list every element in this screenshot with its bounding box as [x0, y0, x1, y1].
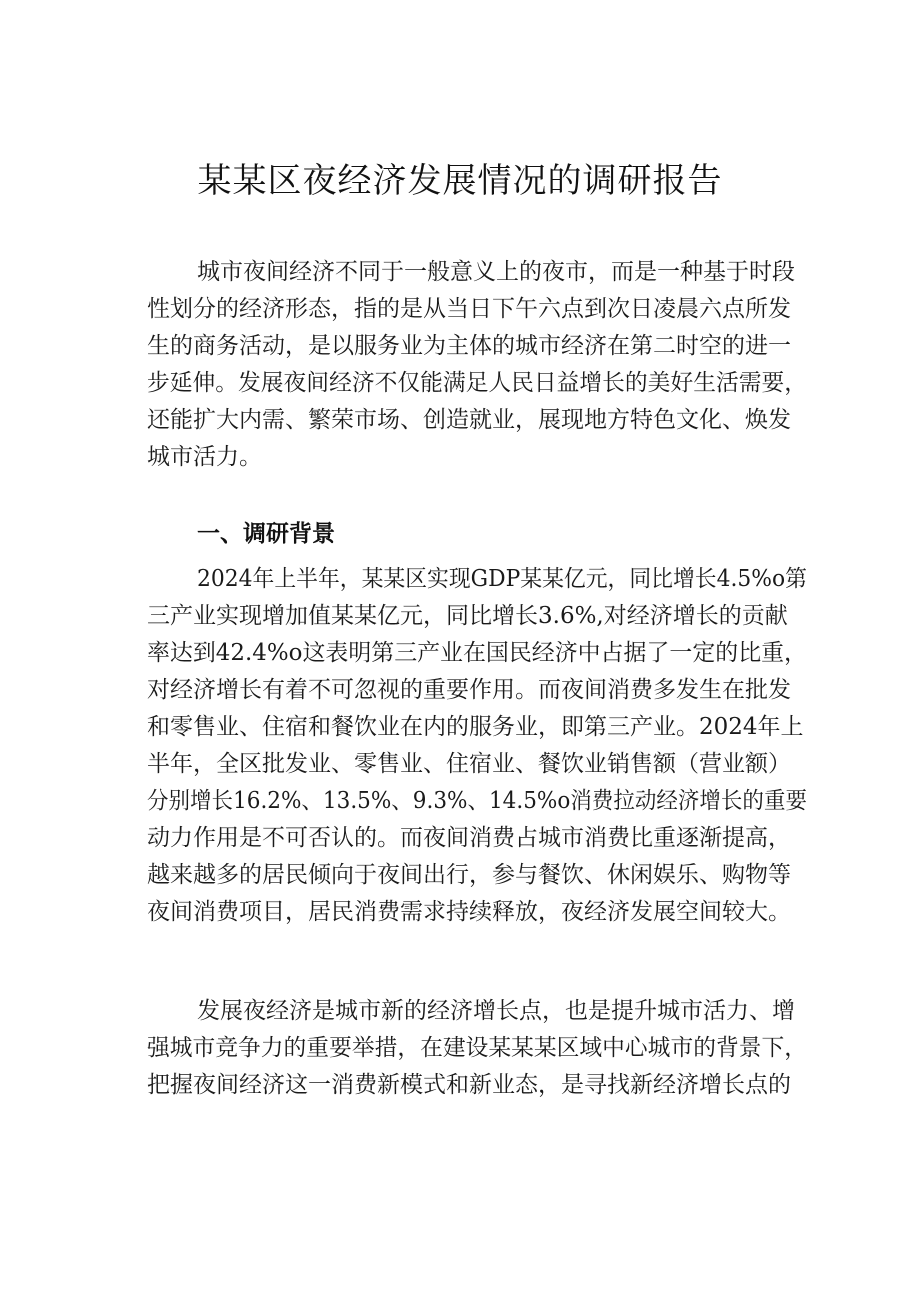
- paragraph-line: 步延伸。发展夜间经济不仅能满足人民日益增长的美好生活需要，: [147, 370, 807, 396]
- paragraph-line: 半年，全区批发业、零售业、住宿业、餐饮业销售额（营业额）: [147, 751, 791, 777]
- paragraph-line: 三产业实现增加值某某亿元，同比增长3.6%,对经济增长的贡献: [147, 603, 788, 629]
- paragraph-line: 还能扩大内需、繁荣市场、创造就业，展现地方特色文化、焕发: [147, 407, 791, 433]
- paragraph-line: 率达到42.4%o这表明第三产业在国民经济中占据了一定的比重，: [147, 640, 808, 666]
- paragraph-line: 强城市竞争力的重要举措，在建设某某某区域中心城市的背景下，: [147, 1035, 807, 1061]
- paragraph-line: 2024年上半年，某某区实现GDP某某亿元，同比增长4.5%o第: [197, 566, 807, 592]
- intro-paragraph: [147, 254, 807, 476]
- paragraph-line: 城市夜间经济不同于一般意义上的夜市，而是一种基于时段: [197, 259, 795, 285]
- paragraph-line: 生的商务活动，是以服务业为主体的城市经济在第二时空的进一: [147, 333, 791, 359]
- paragraph-line: 夜间消费项目，居民消费需求持续释放，夜经济发展空间较大。: [147, 899, 791, 925]
- paragraph-line: 越来越多的居民倾向于夜间出行，参与餐饮、休闲娱乐、购物等: [147, 862, 791, 888]
- paragraph-line: 城市活力。: [147, 444, 262, 470]
- background-paragraph: [147, 561, 807, 931]
- document-title: 某某区夜经济发展情况的调研报告: [197, 161, 723, 201]
- paragraph-line: 性划分的经济形态，指的是从当日下午六点到次日凌晨六点所发: [147, 296, 791, 322]
- paragraph-line: 动力作用是不可否认的。而夜间消费占城市消费比重逐渐提高，: [147, 825, 791, 851]
- section-heading: 一、调研背景: [197, 521, 335, 547]
- significance-paragraph: [147, 993, 807, 1104]
- paragraph-line: 和零售业、住宿和餐饮业在内的服务业，即第三产业。2024年上: [147, 714, 804, 740]
- paragraph-line: 对经济增长有着不可忽视的重要作用。而夜间消费多发生在批发: [147, 677, 791, 703]
- paragraph-line: 把握夜间经济这一消费新模式和新业态，是寻找新经济增长点的: [147, 1072, 791, 1098]
- paragraph-line: 分别增长16.2%、13.5%、9.3%、14.5%o消费拉动经济增长的重要: [147, 788, 807, 814]
- paragraph-line: 发展夜经济是城市新的经济增长点，也是提升城市活力、增: [197, 998, 795, 1024]
